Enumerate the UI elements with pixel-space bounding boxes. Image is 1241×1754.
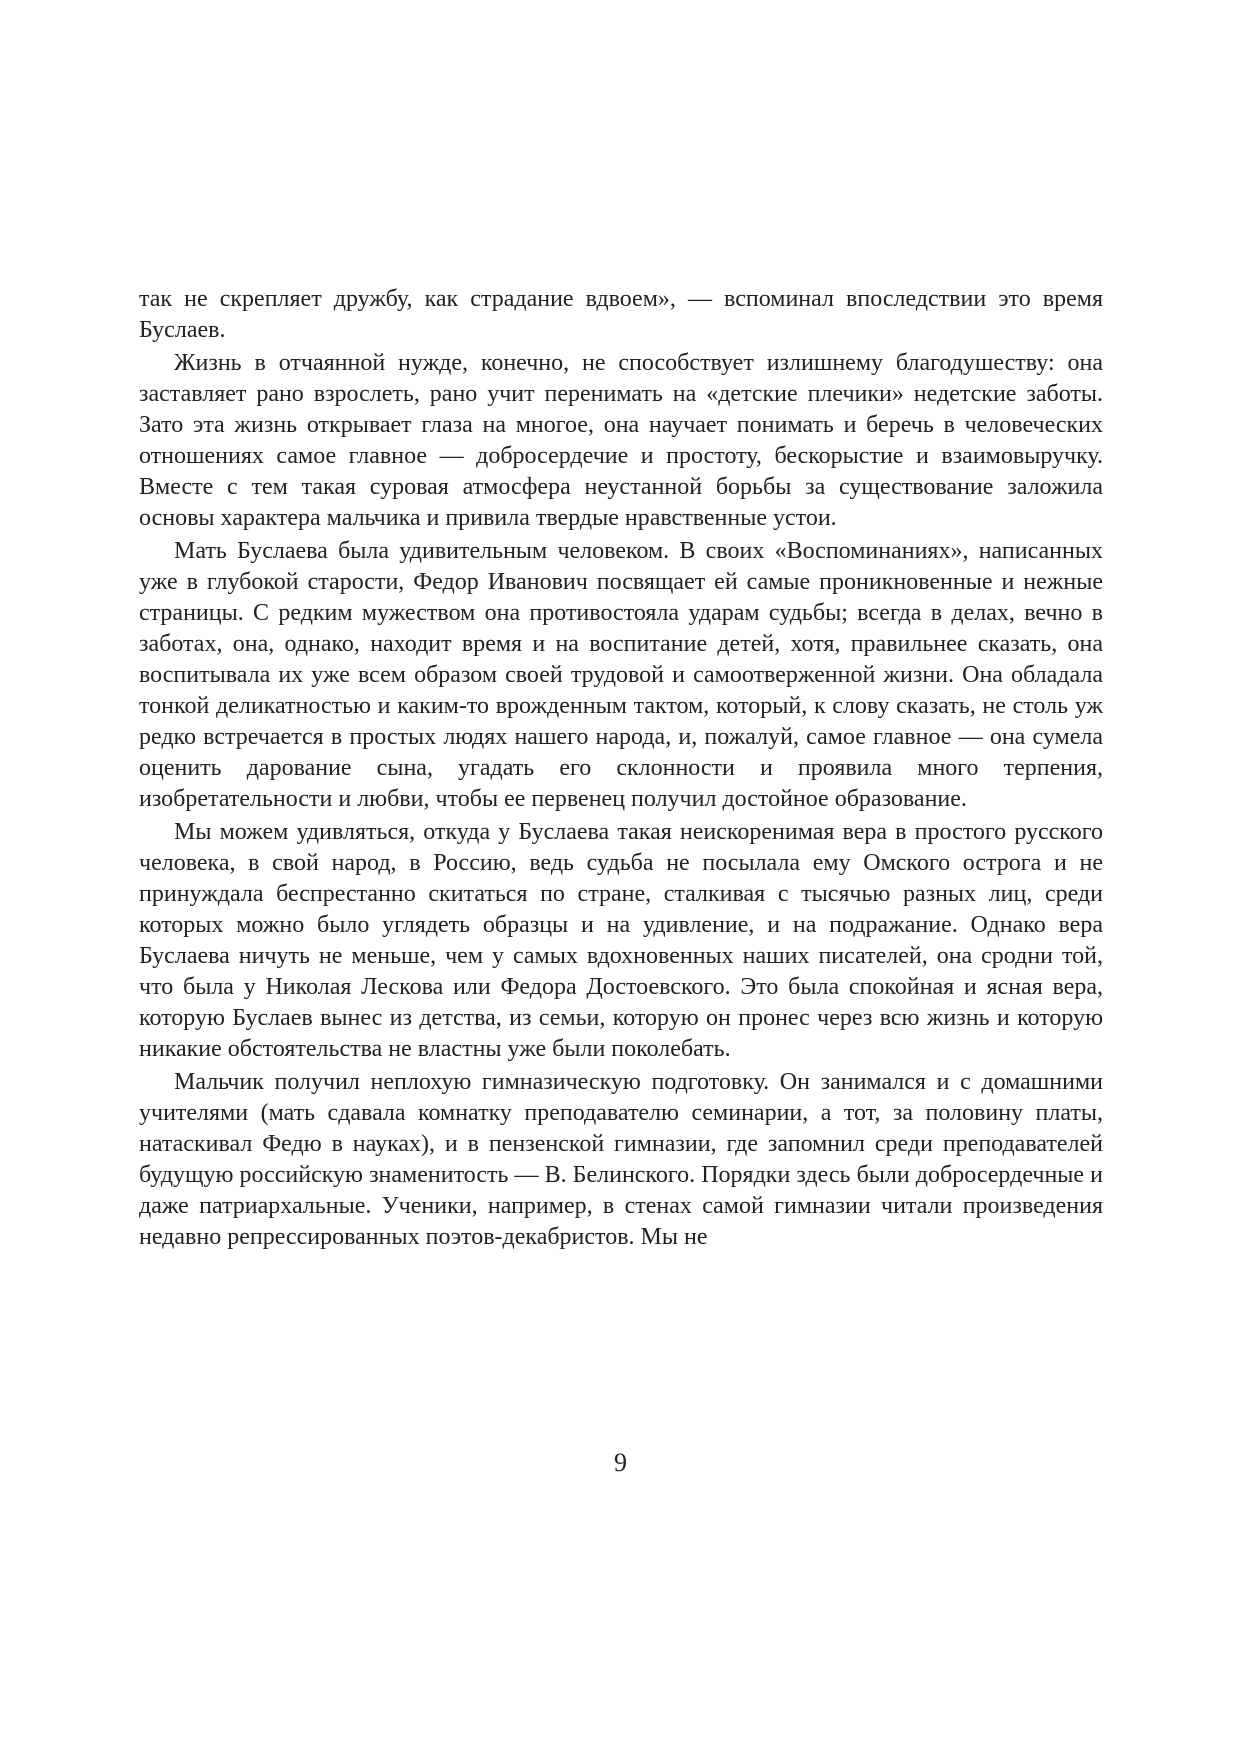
paragraph: Жизнь в отчаянной нужде, конечно, не способствует излишнему благодушеству: она заставляет рано взрослеть, рано учит перенимать на «детские плечики» недетские заботы. Зато эта жизнь открывает глаза на многое, она научает понимать и беречь в человеческих отношениях самое главное — добросердечие и простоту, бескорыстие и взаимовыручку. Вместе с тем такая суровая атмосфера неустанной борьбы за существование заложила основы характера мальчика и привила твердые нравственные устои. [139,350,1103,531]
page-number: 9 [614,1448,627,1477]
paragraph: Мальчик получил неплохую гимназическую подготовку. Он занимался и с домашними учителями (мать сдавала комнатку преподавателю семинарии, а тот, за половину платы, натаскивал Федю в науках), и в пензенской гимназии, где запомнил среди преподавателей будущую российскую знаменитость — В. Белинского. Порядки здесь были добросердечные и даже патриархальные. Ученики, например, в стенах самой гимназии читали произведения недавно репрессированных поэтов-декабристов. Мы не [139,1069,1103,1250]
body-text [139,284,1103,1253]
paragraph: Мать Буслаева была удивительным человеком. В своих «Воспоминаниях», написанных уже в глубокой старости, Федор Иванович посвящает ей самые проникновенные и нежные страницы. С редким мужеством она противостояла ударам судьбы; всегда в делах, вечно в заботах, она, однако, находит время и на воспитание детей, хотя, правильнее сказать, она воспитывала их уже всем образом своей трудовой и самоотверженной жизни. Она обладала тонкой деликатностью и каким-то врожденным тактом, который, к слову сказать, не столь уж редко встречается в простых людях нашего народа, и, пожалуй, самое главное — она сумела оценить дарование сына, угадать его склонности и проявила много терпения, изобретательности и любви, чтобы ее первенец получил достойное образование. [139,538,1103,812]
paragraph: Мы можем удивляться, откуда у Буслаева такая неискоренимая вера в простого русского человека, в свой народ, в Россию, ведь судьба не посылала ему Омского острога и не принуждала беспрестанно скитаться по стране, сталкивая с тысячью разных лиц, среди которых можно было углядеть образцы и на удивление, и на подражание. Однако вера Буслаева ничуть не меньше, чем у самых вдохновенных наших писателей, она сродни той, что была у Николая Лескова или Федора Достоевского. Это была спокойная и ясная вера, которую Буслаев вынес из детства, из семьи, которую он пронес через всю жизнь и которую никакие обстоятельства не властны уже были поколебать. [139,819,1103,1062]
paragraph-continuation: так не скрепляет дружбу, как страдание вдвоем», — вспоминал впоследствии это время Буслаев. [139,286,1103,343]
